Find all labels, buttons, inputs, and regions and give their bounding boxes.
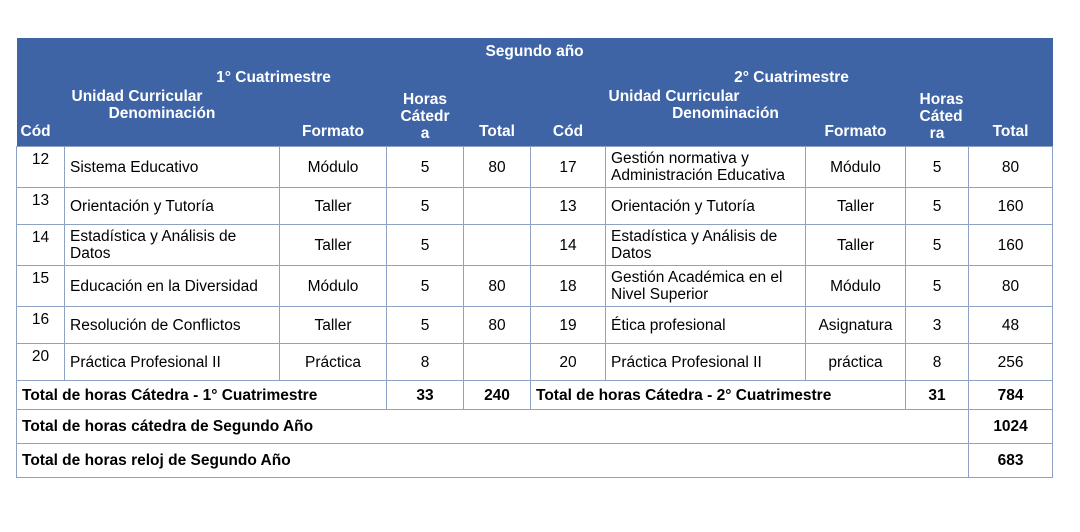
- first-horas-cell: 8: [387, 344, 464, 381]
- second-semester-heading: 2° Cuatrimestre: [531, 64, 1053, 86]
- first-name-cell: Estadística y Análisis de Datos: [65, 225, 280, 266]
- first-format-cell: Práctica: [280, 344, 387, 381]
- table-title: Segundo año: [17, 38, 1053, 64]
- first-cod-cell: 16: [17, 307, 65, 344]
- second-total-cell: 160: [969, 225, 1053, 266]
- first-horas-cell: 5: [387, 225, 464, 266]
- second-horas-cell: 5: [906, 147, 969, 188]
- second-horas-cell: 5: [906, 266, 969, 307]
- second-name-cell: Gestión normativa y Administración Educativa: [606, 147, 806, 188]
- col-unidad-1: [65, 86, 280, 147]
- second-cod-cell: 18: [531, 266, 606, 307]
- first-format-cell: Taller: [280, 307, 387, 344]
- second-horas-cell: 5: [906, 188, 969, 225]
- second-format-cell: Taller: [806, 188, 906, 225]
- second-format-cell: Taller: [806, 225, 906, 266]
- reloj-total-value: 683: [969, 444, 1053, 478]
- first-total-cell: 80: [464, 147, 531, 188]
- second-total-horas: 31: [906, 381, 969, 410]
- second-total-cell: 256: [969, 344, 1053, 381]
- second-format-cell: Módulo: [806, 266, 906, 307]
- catedra-total-value: 1024: [969, 410, 1053, 444]
- col-cod-1: Cód: [17, 86, 65, 147]
- col-denominacion-label-2: Denominación: [672, 105, 779, 122]
- col-unidad-label-2: Unidad Curricular: [608, 88, 740, 105]
- col-total-1: Total: [464, 86, 531, 147]
- second-name-cell: Práctica Profesional II: [606, 344, 806, 381]
- first-name-cell: Orientación y Tutoría: [65, 188, 280, 225]
- first-name-cell: Resolución de Conflictos: [65, 307, 280, 344]
- table-body: [17, 147, 1053, 381]
- second-horas-cell: 3: [906, 307, 969, 344]
- catedra-total-label: Total de horas cátedra de Segundo Año: [17, 410, 969, 444]
- table-row: [17, 307, 1053, 344]
- catedra-total-row: [17, 410, 1053, 444]
- first-total-total: 240: [464, 381, 531, 410]
- table-row: [17, 188, 1053, 225]
- col-denominacion-label-1: Denominación: [108, 105, 216, 122]
- reloj-total-row: [17, 444, 1053, 478]
- second-horas-cell: 5: [906, 225, 969, 266]
- col-horas-2: Horas Cáted ra: [906, 86, 969, 147]
- second-name-cell: Ética profesional: [606, 307, 806, 344]
- second-total-label: Total de horas Cátedra - 2° Cuatrimestre: [531, 381, 906, 410]
- second-total-cell: 160: [969, 188, 1053, 225]
- header-title-row: [17, 38, 1053, 64]
- second-name-cell: Gestión Académica en el Nivel Superior: [606, 266, 806, 307]
- first-cod-cell: 13: [17, 188, 65, 225]
- col-formato-2: Formato: [806, 86, 906, 147]
- col-total-2: Total: [969, 86, 1053, 147]
- second-name-cell: Orientación y Tutoría: [606, 188, 806, 225]
- first-format-cell: Taller: [280, 225, 387, 266]
- first-horas-cell: 5: [387, 188, 464, 225]
- first-total-label: Total de horas Cátedra - 1° Cuatrimestre: [17, 381, 387, 410]
- first-cod-cell: 15: [17, 266, 65, 307]
- col-unidad-2: [606, 86, 806, 147]
- first-name-cell: Práctica Profesional II: [65, 344, 280, 381]
- second-format-cell: práctica: [806, 344, 906, 381]
- second-total-total: 784: [969, 381, 1053, 410]
- first-name-cell: Educación en la Diversidad: [65, 266, 280, 307]
- header-semester-row: [17, 64, 1053, 86]
- second-total-cell: 48: [969, 307, 1053, 344]
- table-row: [17, 147, 1053, 188]
- second-horas-cell: 8: [906, 344, 969, 381]
- first-format-cell: Módulo: [280, 266, 387, 307]
- second-cod-cell: 17: [531, 147, 606, 188]
- first-total-cell: [464, 225, 531, 266]
- first-horas-cell: 5: [387, 147, 464, 188]
- second-name-cell: Estadística y Análisis de Datos: [606, 225, 806, 266]
- table-row: [17, 344, 1053, 381]
- first-cod-cell: 14: [17, 225, 65, 266]
- second-format-cell: Asignatura: [806, 307, 906, 344]
- first-name-cell: Sistema Educativo: [65, 147, 280, 188]
- second-cod-cell: 13: [531, 188, 606, 225]
- col-unidad-label-1: Unidad Curricular: [71, 88, 203, 105]
- table-row: [17, 266, 1053, 307]
- semester-totals-row: [17, 381, 1053, 410]
- second-cod-cell: 20: [531, 344, 606, 381]
- col-horas-1: Horas Cátedr a: [387, 86, 464, 147]
- table-row: [17, 225, 1053, 266]
- first-semester-heading: 1° Cuatrimestre: [17, 64, 531, 86]
- first-cod-cell: 12: [17, 147, 65, 188]
- first-total-cell: 80: [464, 307, 531, 344]
- first-format-cell: Módulo: [280, 147, 387, 188]
- header-columns-row: [17, 86, 1053, 147]
- first-horas-cell: 5: [387, 307, 464, 344]
- second-cod-cell: 19: [531, 307, 606, 344]
- second-format-cell: Módulo: [806, 147, 906, 188]
- second-total-cell: 80: [969, 147, 1053, 188]
- first-total-cell: 80: [464, 266, 531, 307]
- col-cod-2: Cód: [531, 86, 606, 147]
- reloj-total-label: Total de horas reloj de Segundo Año: [17, 444, 969, 478]
- first-total-cell: [464, 344, 531, 381]
- curriculum-table: [16, 38, 1053, 478]
- second-cod-cell: 14: [531, 225, 606, 266]
- second-total-cell: 80: [969, 266, 1053, 307]
- first-horas-cell: 5: [387, 266, 464, 307]
- first-format-cell: Taller: [280, 188, 387, 225]
- first-total-horas: 33: [387, 381, 464, 410]
- first-total-cell: [464, 188, 531, 225]
- first-cod-cell: 20: [17, 344, 65, 381]
- col-formato-1: Formato: [280, 86, 387, 147]
